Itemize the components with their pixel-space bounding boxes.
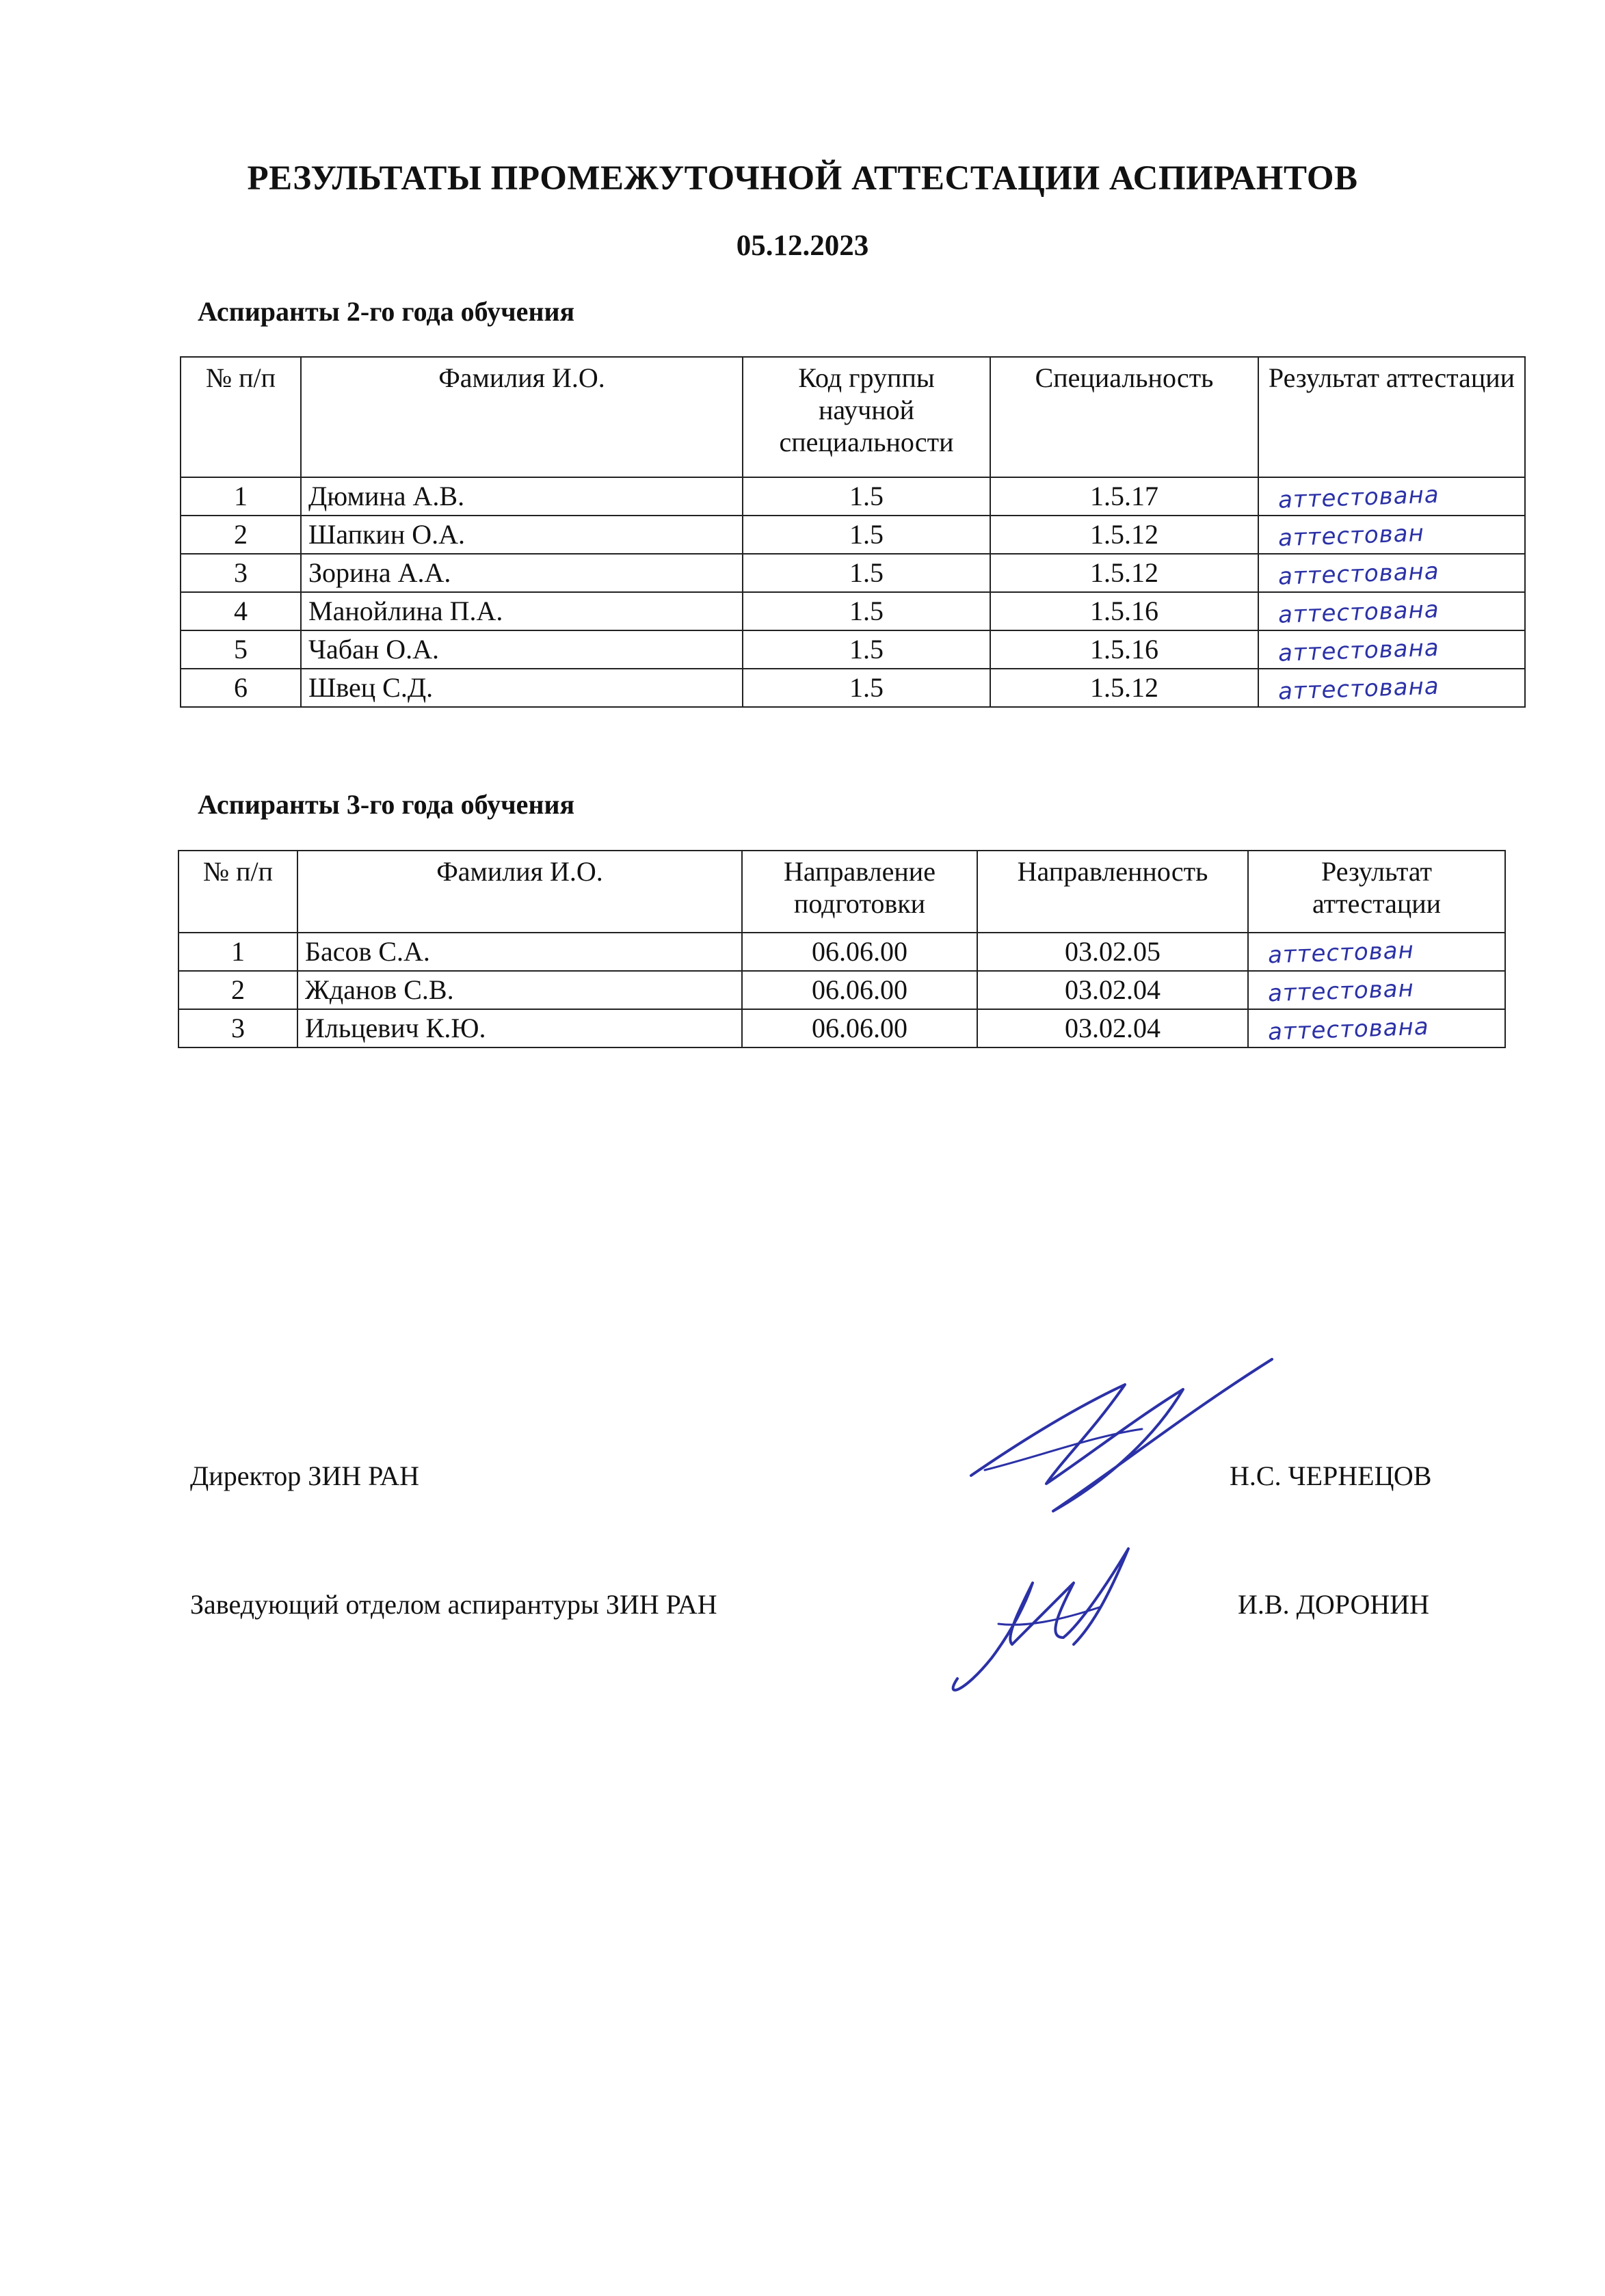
table-header-row bbox=[178, 851, 1505, 933]
results-table-year-3 bbox=[178, 850, 1506, 1048]
handwritten-result: аттестована bbox=[1267, 1013, 1430, 1047]
header-cell-num: № п/п bbox=[181, 357, 301, 477]
group-code: 1.5 bbox=[743, 477, 990, 516]
table-row bbox=[178, 1009, 1505, 1047]
header-cell-specialty: Специальность bbox=[990, 357, 1258, 477]
table-row bbox=[181, 669, 1525, 707]
table-row bbox=[178, 933, 1505, 971]
header-cell-result: Результат аттестации bbox=[1248, 851, 1505, 933]
row-number: 3 bbox=[178, 1009, 297, 1047]
header-cell-name: Фамилия И.О. bbox=[297, 851, 742, 933]
specialty: 1.5.17 bbox=[990, 477, 1258, 516]
handwritten-result: аттестован bbox=[1277, 520, 1425, 552]
group-code: 1.5 bbox=[743, 630, 990, 669]
handwritten-result: аттестован bbox=[1267, 975, 1415, 1008]
student-name: Чабан О.А. bbox=[301, 630, 743, 669]
table-row bbox=[181, 592, 1525, 630]
table-row bbox=[181, 554, 1525, 592]
direction: 06.06.00 bbox=[742, 1009, 977, 1047]
specialty: 1.5.12 bbox=[990, 516, 1258, 554]
handwritten-result: аттестована bbox=[1277, 557, 1440, 591]
focus: 03.02.04 bbox=[977, 1009, 1248, 1047]
handwritten-result: аттестована bbox=[1277, 596, 1440, 630]
result-cell bbox=[1248, 971, 1505, 1009]
section-heading-year-2: Аспиранты 2-го года обучения bbox=[198, 296, 575, 327]
header-cell-name: Фамилия И.О. bbox=[301, 357, 743, 477]
student-name: Манойлина П.А. bbox=[301, 592, 743, 630]
handwritten-result: аттестована bbox=[1277, 634, 1440, 668]
result-cell bbox=[1248, 1009, 1505, 1047]
header-cell-direction: Направление подготовки bbox=[742, 851, 977, 933]
focus: 03.02.04 bbox=[977, 971, 1248, 1009]
result-cell bbox=[1258, 669, 1525, 707]
table-row bbox=[178, 971, 1505, 1009]
table-row bbox=[181, 477, 1525, 516]
row-number: 2 bbox=[178, 971, 297, 1009]
focus: 03.02.05 bbox=[977, 933, 1248, 971]
direction: 06.06.00 bbox=[742, 971, 977, 1009]
results-table-year-2 bbox=[180, 356, 1526, 708]
group-code: 1.5 bbox=[743, 516, 990, 554]
result-cell bbox=[1258, 516, 1525, 554]
row-number: 5 bbox=[181, 630, 301, 669]
director-name: Н.С. ЧЕРНЕЦОВ bbox=[1230, 1460, 1432, 1491]
header-cell-code: Код группы научной специальности bbox=[743, 357, 990, 477]
student-name: Зорина А.А. bbox=[301, 554, 743, 592]
group-code: 1.5 bbox=[743, 592, 990, 630]
row-number: 4 bbox=[181, 592, 301, 630]
specialty: 1.5.16 bbox=[990, 592, 1258, 630]
director-signature bbox=[957, 1354, 1286, 1518]
document-date: 05.12.2023 bbox=[736, 230, 869, 262]
handwritten-result: аттестована bbox=[1277, 672, 1440, 706]
direction: 06.06.00 bbox=[742, 933, 977, 971]
table-row bbox=[181, 516, 1525, 554]
student-name: Ильцевич К.Ю. bbox=[297, 1009, 742, 1047]
student-name: Швец С.Д. bbox=[301, 669, 743, 707]
director-role: Директор ЗИН РАН bbox=[190, 1460, 420, 1491]
table-row bbox=[181, 630, 1525, 669]
group-code: 1.5 bbox=[743, 669, 990, 707]
student-name: Дюмина А.В. bbox=[301, 477, 743, 516]
head-signature bbox=[937, 1542, 1142, 1699]
student-name: Басов С.А. bbox=[297, 933, 742, 971]
specialty: 1.5.12 bbox=[990, 669, 1258, 707]
section-heading-year-3: Аспиранты 3-го года обучения bbox=[198, 789, 575, 820]
result-cell bbox=[1258, 554, 1525, 592]
group-code: 1.5 bbox=[743, 554, 990, 592]
student-name: Шапкин О.А. bbox=[301, 516, 743, 554]
student-name: Жданов С.В. bbox=[297, 971, 742, 1009]
specialty: 1.5.12 bbox=[990, 554, 1258, 592]
row-number: 3 bbox=[181, 554, 301, 592]
document-title: РЕЗУЛЬТАТЫ ПРОМЕЖУТОЧНОЙ АТТЕСТАЦИИ АСПИРАНТОВ bbox=[247, 159, 1358, 198]
row-number: 1 bbox=[178, 933, 297, 971]
row-number: 1 bbox=[181, 477, 301, 516]
header-cell-result: Результат аттестации bbox=[1258, 357, 1525, 477]
header-cell-num: № п/п bbox=[178, 851, 297, 933]
row-number: 6 bbox=[181, 669, 301, 707]
head-name: И.В. ДОРОНИН bbox=[1238, 1589, 1430, 1620]
result-cell bbox=[1258, 630, 1525, 669]
table-header-row bbox=[181, 357, 1525, 477]
result-cell bbox=[1248, 933, 1505, 971]
result-cell bbox=[1258, 592, 1525, 630]
head-role: Заведующий отделом аспирантуры ЗИН РАН bbox=[190, 1589, 717, 1620]
handwritten-result: аттестован bbox=[1267, 937, 1415, 970]
result-cell bbox=[1258, 477, 1525, 516]
handwritten-result: аттестована bbox=[1277, 481, 1440, 515]
header-cell-focus: Направленность bbox=[977, 851, 1248, 933]
row-number: 2 bbox=[181, 516, 301, 554]
specialty: 1.5.16 bbox=[990, 630, 1258, 669]
